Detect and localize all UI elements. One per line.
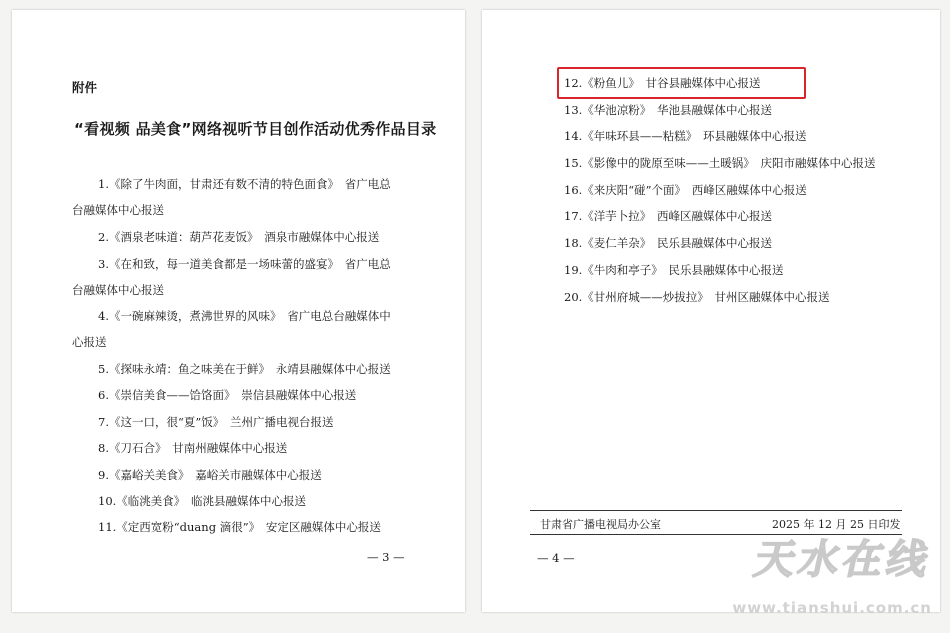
entry-line: 18.《麦仁羊杂》 民乐县融媒体中心报送	[564, 236, 773, 250]
entry-line: 台融媒体中心报送	[72, 203, 164, 217]
entry-line: 10.《临洮美食》 临洮县融媒体中心报送	[98, 494, 307, 508]
entry-line: 20.《甘州府城——炒拔拉》 甘州区融媒体中心报送	[564, 290, 830, 304]
list-item-continuation	[72, 334, 107, 350]
entry-line: 15.《影像中的陇原至味——土暖锅》 庆阳市融媒体中心报送	[564, 156, 876, 170]
list-item	[98, 256, 391, 272]
entry-line: 9.《嘉峪关美食》 嘉峪关市融媒体中心报送	[98, 468, 322, 482]
entry-line: 5.《探味永靖：鱼之味美在于鲜》 永靖县融媒体中心报送	[98, 362, 391, 376]
entry-line: 7.《这一口，很“夏”饭》 兰州广播电视台报送	[98, 415, 334, 429]
site-watermark	[732, 537, 946, 619]
entry-line: 6.《崇信美食——饸饹面》 崇信县融媒体中心报送	[98, 388, 357, 402]
list-item	[564, 182, 807, 198]
list-item	[98, 387, 356, 403]
entry-line: 8.《刀石合》 甘南州融媒体中心报送	[98, 441, 288, 455]
entry-line: 心报送	[72, 335, 107, 349]
entry-line: 3.《在和致，每一道美食都是一场味蕾的盛宴》 省广电总	[98, 257, 391, 271]
list-item	[564, 235, 772, 251]
entry-line: 13.《华池凉粉》 华池县融媒体中心报送	[564, 103, 773, 117]
document-page-left	[12, 10, 465, 612]
entry-line: 14.《年味环县——粘糕》 环县融媒体中心报送	[564, 129, 807, 143]
list-item	[564, 262, 784, 278]
watermark-text: 天水在线	[750, 537, 937, 583]
list-item	[564, 289, 830, 305]
list-item	[98, 519, 381, 535]
list-item	[98, 229, 379, 245]
entry-line: 4.《一碗麻辣烫，煮沸世界的风味》 省广电总台融媒体中	[98, 309, 391, 323]
entry-line: 2.《酒泉老味道：葫芦花麦饭》 酒泉市融媒体中心报送	[98, 230, 380, 244]
document-title: “看视频 品美食”网络视听节目创作活动优秀作品目录	[74, 120, 437, 138]
entry-line: 19.《牛肉和亭子》 民乐县融媒体中心报送	[564, 263, 784, 277]
page-number: — 3 —	[367, 550, 405, 564]
list-item	[98, 493, 306, 509]
entry-line: 16.《来庆阳“碰”个面》 西峰区融媒体中心报送	[564, 183, 807, 197]
list-item	[98, 440, 287, 456]
footer-rule-top	[530, 510, 902, 511]
attachment-label: 附件	[72, 80, 98, 95]
list-item	[564, 75, 761, 91]
document-page-right	[482, 10, 940, 612]
list-item	[98, 176, 391, 192]
entry-line: 11.《定西宽粉“duang 滴很”》 安定区融媒体中心报送	[98, 520, 381, 534]
list-item	[564, 128, 807, 144]
list-item	[564, 155, 876, 171]
list-item	[98, 414, 333, 430]
list-item-continuation	[72, 282, 164, 298]
watermark-url: www.tianshui.com.cn	[732, 599, 932, 617]
entry-line: 12.《粉鱼儿》 甘谷县融媒体中心报送	[564, 76, 761, 90]
footer-date: 2025 年 12 月 25 日印发	[772, 518, 901, 531]
entry-line: 1.《除了牛肉面，甘肃还有数不清的特色面食》 省广电总	[98, 177, 391, 191]
entry-line: 17.《洋芋卜拉》 西峰区融媒体中心报送	[564, 209, 773, 223]
list-item	[564, 102, 772, 118]
list-item	[98, 467, 322, 483]
list-item	[564, 208, 772, 224]
list-item	[98, 361, 391, 377]
list-item	[98, 308, 391, 324]
footer-office: 甘肃省广播电视局办公室	[540, 518, 661, 531]
entry-line: 台融媒体中心报送	[72, 283, 164, 297]
list-item-continuation	[72, 202, 164, 218]
page-number: — 4 —	[537, 551, 575, 565]
